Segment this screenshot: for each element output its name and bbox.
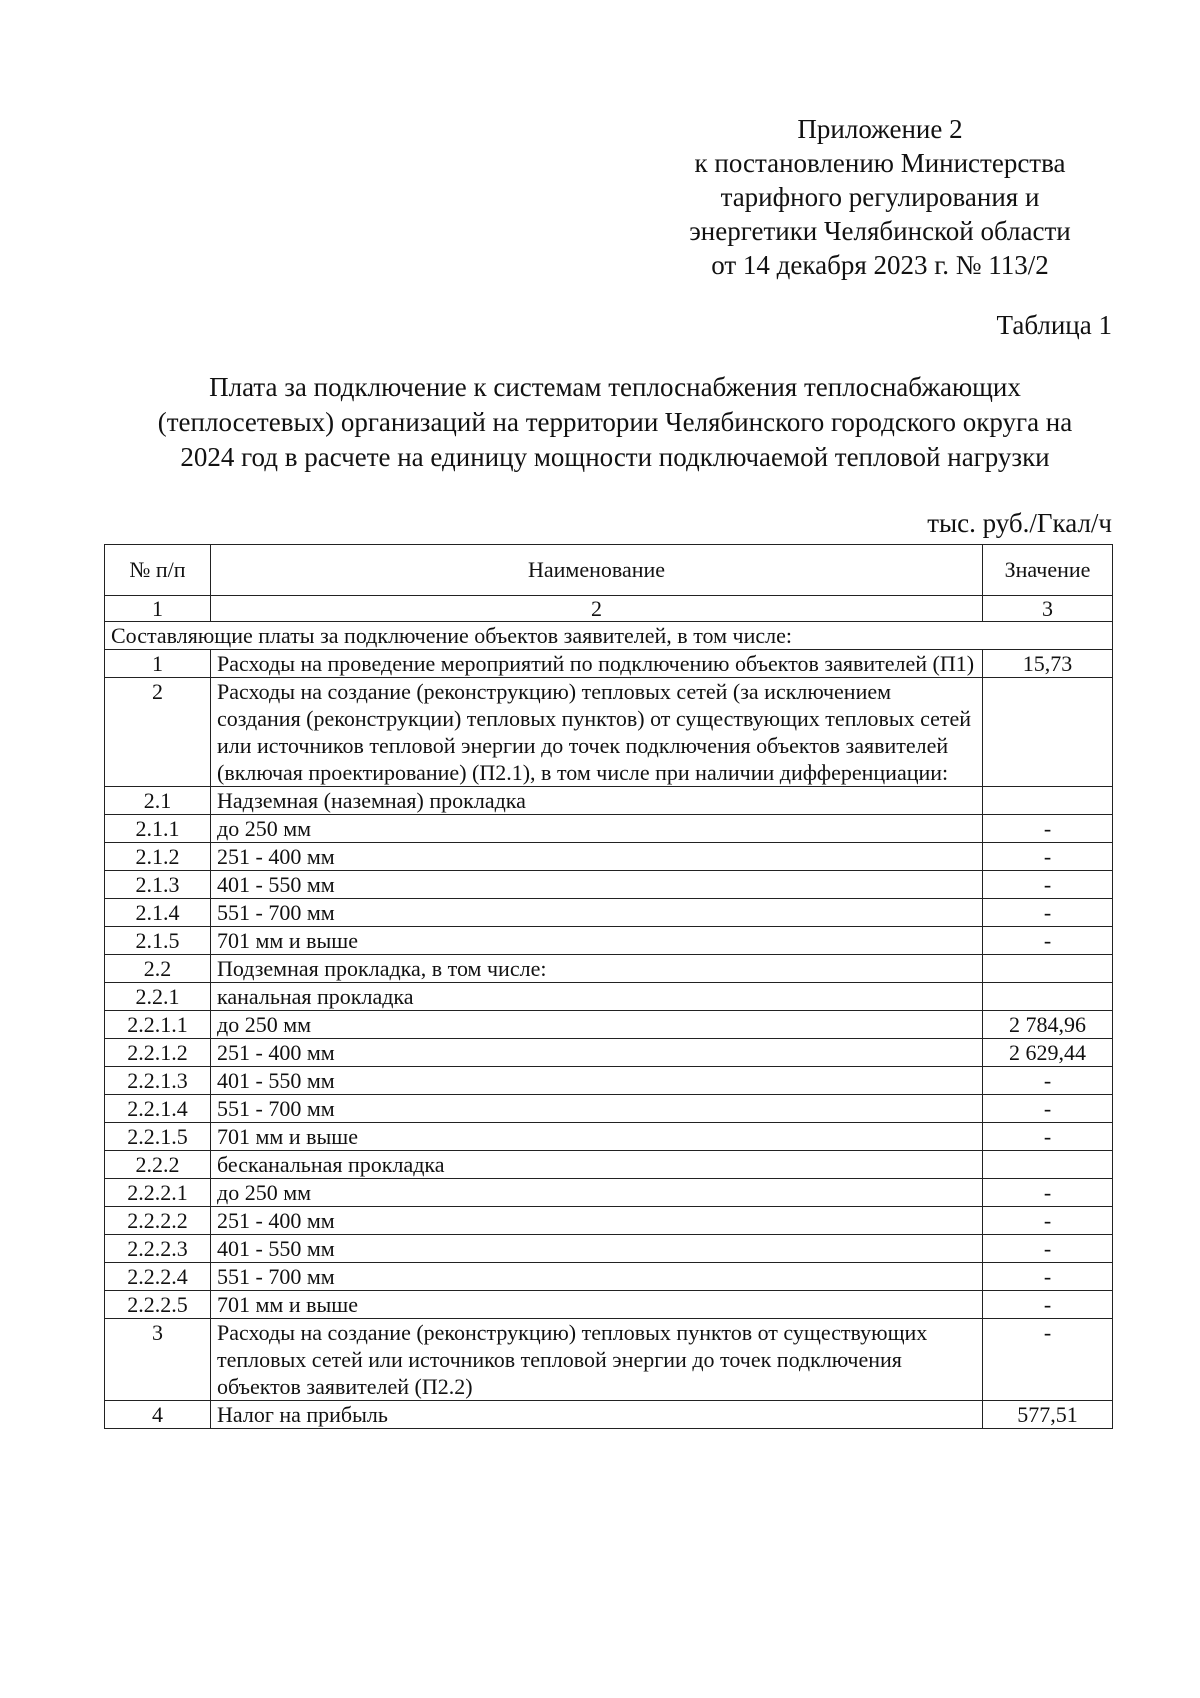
row-value bbox=[983, 787, 1113, 815]
row-number: 2.2.2 bbox=[105, 1151, 211, 1179]
row-number: 3 bbox=[105, 1319, 211, 1401]
table-row bbox=[105, 1067, 1113, 1095]
row-name: 251 - 400 мм bbox=[211, 1207, 983, 1235]
header-num: № п/п bbox=[105, 545, 211, 596]
index-value: 3 bbox=[983, 596, 1113, 622]
row-name: Расходы на создание (реконструкцию) тепловых пунктов от существующих тепловых сетей или источников тепловой энергии до точек подключения объектов заявителей (П2.2) bbox=[211, 1319, 983, 1401]
row-number: 2.1 bbox=[105, 787, 211, 815]
table-row bbox=[105, 1401, 1113, 1429]
row-number: 2.2.2.5 bbox=[105, 1291, 211, 1319]
title-line: (теплосетевых) организаций на территории Челябинского городского округа на bbox=[157, 407, 1073, 437]
appendix-block bbox=[660, 112, 1100, 282]
row-value: - bbox=[983, 871, 1113, 899]
row-number: 2.1.3 bbox=[105, 871, 211, 899]
row-value: - bbox=[983, 899, 1113, 927]
row-name: канальная прокладка bbox=[211, 983, 983, 1011]
row-value: - bbox=[983, 1207, 1113, 1235]
row-name: 701 мм и выше bbox=[211, 927, 983, 955]
row-number: 2.1.2 bbox=[105, 843, 211, 871]
row-value: - bbox=[983, 815, 1113, 843]
table-header-row bbox=[105, 545, 1113, 596]
row-name: 551 - 700 мм bbox=[211, 899, 983, 927]
row-number: 2.2 bbox=[105, 955, 211, 983]
appendix-line: тарифного регулирования и bbox=[720, 182, 1040, 212]
row-number: 2.2.1.1 bbox=[105, 1011, 211, 1039]
table-row bbox=[105, 1179, 1113, 1207]
row-value: 2 784,96 bbox=[983, 1011, 1113, 1039]
appendix-line: энергетики Челябинской области bbox=[689, 216, 1071, 246]
row-name: 551 - 700 мм bbox=[211, 1095, 983, 1123]
row-name: до 250 мм bbox=[211, 1011, 983, 1039]
appendix-line: Приложение 2 bbox=[797, 114, 963, 144]
row-value: - bbox=[983, 843, 1113, 871]
row-name: 401 - 550 мм bbox=[211, 1235, 983, 1263]
title-line: Плата за подключение к системам теплоснабжения теплоснабжающих bbox=[209, 372, 1021, 402]
row-value: - bbox=[983, 1067, 1113, 1095]
row-name: 701 мм и выше bbox=[211, 1123, 983, 1151]
row-name: Расходы на создание (реконструкцию) тепловых сетей (за исключением создания (реконструкции) тепловых пунктов) от существующих тепловых сетей или источников тепловой энергии до точек подключения объектов заявителей (включая проектирование) (П2.1), в том числе при наличии дифференциации: bbox=[211, 678, 983, 787]
table-row bbox=[105, 955, 1113, 983]
row-value: 2 629,44 bbox=[983, 1039, 1113, 1067]
row-number: 2.1.5 bbox=[105, 927, 211, 955]
table-label: Таблица 1 bbox=[996, 310, 1112, 340]
row-value: 15,73 bbox=[983, 650, 1113, 678]
row-number: 2.1.4 bbox=[105, 899, 211, 927]
row-value: - bbox=[983, 1291, 1113, 1319]
section-row bbox=[105, 622, 1113, 650]
title-line: 2024 год в расчете на единицу мощности подключаемой тепловой нагрузки bbox=[180, 442, 1050, 472]
header-name: Наименование bbox=[211, 545, 983, 596]
table-row bbox=[105, 678, 1113, 787]
table-row bbox=[105, 899, 1113, 927]
header-value: Значение bbox=[983, 545, 1113, 596]
table-row bbox=[105, 1319, 1113, 1401]
table-row bbox=[105, 983, 1113, 1011]
section-title: Составляющие платы за подключение объектов заявителей, в том числе: bbox=[105, 622, 1113, 650]
row-value: - bbox=[983, 1123, 1113, 1151]
row-value: 577,51 bbox=[983, 1401, 1113, 1429]
row-name: 401 - 550 мм bbox=[211, 1067, 983, 1095]
row-value: - bbox=[983, 927, 1113, 955]
row-name: до 250 мм bbox=[211, 1179, 983, 1207]
row-name: бесканальная прокладка bbox=[211, 1151, 983, 1179]
table-row bbox=[105, 1263, 1113, 1291]
table-row bbox=[105, 650, 1113, 678]
row-value: - bbox=[983, 1319, 1113, 1401]
row-value bbox=[983, 678, 1113, 787]
table-row bbox=[105, 815, 1113, 843]
table-row bbox=[105, 1151, 1113, 1179]
row-number: 1 bbox=[105, 650, 211, 678]
row-number: 2.2.1.5 bbox=[105, 1123, 211, 1151]
row-name: Надземная (наземная) прокладка bbox=[211, 787, 983, 815]
table-row bbox=[105, 1095, 1113, 1123]
row-number: 2.2.2.2 bbox=[105, 1207, 211, 1235]
table-row bbox=[105, 843, 1113, 871]
row-number: 2.2.1 bbox=[105, 983, 211, 1011]
row-name: 401 - 550 мм bbox=[211, 871, 983, 899]
row-number: 2.1.1 bbox=[105, 815, 211, 843]
row-name: Расходы на проведение мероприятий по подключению объектов заявителей (П1) bbox=[211, 650, 983, 678]
row-number: 2.2.2.4 bbox=[105, 1263, 211, 1291]
row-value: - bbox=[983, 1263, 1113, 1291]
row-name: до 250 мм bbox=[211, 815, 983, 843]
row-number: 2.2.2.3 bbox=[105, 1235, 211, 1263]
index-name: 2 bbox=[211, 596, 983, 622]
table-row bbox=[105, 1235, 1113, 1263]
row-value: - bbox=[983, 1235, 1113, 1263]
row-name: 701 мм и выше bbox=[211, 1291, 983, 1319]
row-number: 2.2.1.3 bbox=[105, 1067, 211, 1095]
row-value: - bbox=[983, 1095, 1113, 1123]
table-row bbox=[105, 1039, 1113, 1067]
appendix-line: от 14 декабря 2023 г. № 113/2 bbox=[711, 250, 1049, 280]
row-number: 4 bbox=[105, 1401, 211, 1429]
units-label: тыс. руб./Гкал/ч bbox=[927, 508, 1112, 538]
row-name: 251 - 400 мм bbox=[211, 843, 983, 871]
table-row bbox=[105, 871, 1113, 899]
index-num: 1 bbox=[105, 596, 211, 622]
column-index-row bbox=[105, 596, 1113, 622]
row-number: 2 bbox=[105, 678, 211, 787]
row-name: Налог на прибыль bbox=[211, 1401, 983, 1429]
table-row bbox=[105, 1011, 1113, 1039]
tariff-table bbox=[104, 544, 1113, 1429]
row-name: Подземная прокладка, в том числе: bbox=[211, 955, 983, 983]
row-number: 2.2.1.4 bbox=[105, 1095, 211, 1123]
row-number: 2.2.2.1 bbox=[105, 1179, 211, 1207]
row-name: 251 - 400 мм bbox=[211, 1039, 983, 1067]
row-number: 2.2.1.2 bbox=[105, 1039, 211, 1067]
table-row bbox=[105, 1207, 1113, 1235]
table-row bbox=[105, 927, 1113, 955]
document-title bbox=[110, 370, 1120, 475]
row-value bbox=[983, 1151, 1113, 1179]
row-value: - bbox=[983, 1179, 1113, 1207]
table-row bbox=[105, 1123, 1113, 1151]
row-name: 551 - 700 мм bbox=[211, 1263, 983, 1291]
table-row bbox=[105, 1291, 1113, 1319]
table-row bbox=[105, 787, 1113, 815]
row-value bbox=[983, 955, 1113, 983]
row-value bbox=[983, 983, 1113, 1011]
appendix-line: к постановлению Министерства bbox=[694, 148, 1066, 178]
